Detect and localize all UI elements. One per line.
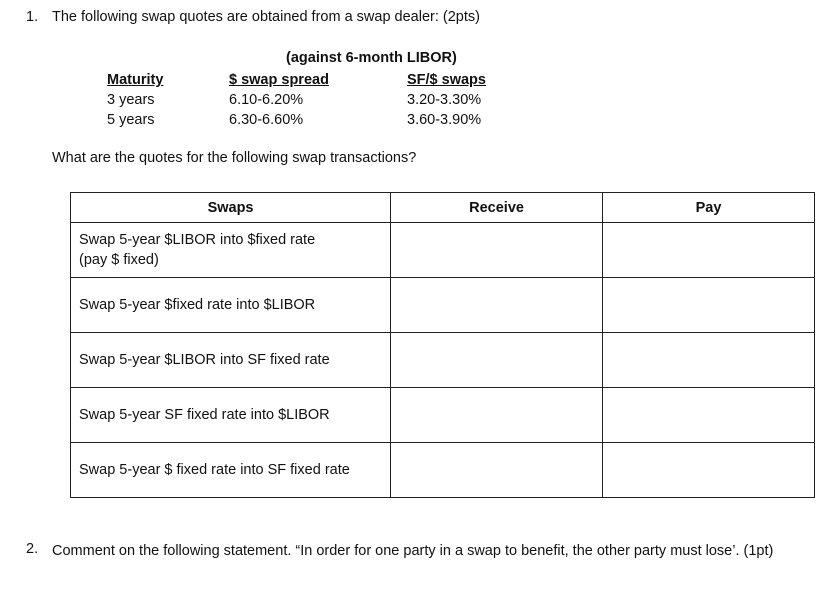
column-value: 3.60-3.90% [407, 112, 482, 128]
swap-description-cell [71, 388, 391, 443]
quote-column-sf-swaps [407, 70, 486, 130]
swap-description-cell [71, 333, 391, 388]
header-swaps: Swaps [71, 193, 391, 223]
column-value: 3 years [107, 92, 155, 108]
receive-answer-cell[interactable] [391, 443, 603, 498]
table-row [71, 333, 815, 388]
swap-description-cell [71, 223, 391, 278]
header-pay: Pay [603, 193, 815, 223]
swap-description-cell [71, 443, 391, 498]
swap-description-line: (pay $ fixed) [79, 252, 159, 268]
question-1-number: 1. [26, 9, 39, 25]
receive-answer-cell[interactable] [391, 333, 603, 388]
swap-description-line: Swap 5-year SF fixed rate into $LIBOR [79, 407, 330, 423]
question-2-number: 2. [26, 541, 39, 557]
column-value: 6.30-6.60% [229, 112, 304, 128]
column-header: $ swap spread [229, 72, 329, 88]
table-header-row [71, 193, 815, 223]
receive-answer-cell[interactable] [391, 388, 603, 443]
quote-column-maturity [107, 70, 163, 130]
table-row [71, 388, 815, 443]
header-receive: Receive [391, 193, 603, 223]
column-value: 3.20-3.30% [407, 92, 482, 108]
column-header: SF/$ swaps [407, 72, 486, 88]
pay-answer-cell[interactable] [603, 333, 815, 388]
table-row [71, 223, 815, 278]
pay-answer-cell[interactable] [603, 278, 815, 333]
swap-description-line: Swap 5-year $fixed rate into $LIBOR [79, 297, 316, 313]
swap-description-line: Swap 5-year $LIBOR into $fixed rate [79, 232, 316, 248]
question-1-text: The following swap quotes are obtained from a swap dealer: (2pts) [52, 9, 480, 25]
swap-description-line: Swap 5-year $LIBOR into SF fixed rate [79, 352, 330, 368]
swap-answer-table [70, 192, 815, 498]
pay-answer-cell[interactable] [603, 388, 815, 443]
table-row [71, 278, 815, 333]
question-1-prompt: What are the quotes for the following swap transactions? [52, 150, 417, 166]
swap-description-line: Swap 5-year $ fixed rate into SF fixed rate [79, 462, 350, 478]
quote-column-swap-spread [229, 70, 329, 130]
pay-answer-cell[interactable] [603, 223, 815, 278]
pay-answer-cell[interactable] [603, 443, 815, 498]
column-header: Maturity [107, 72, 164, 88]
quote-table-heading: (against 6-month LIBOR) [286, 50, 457, 66]
receive-answer-cell[interactable] [391, 223, 603, 278]
swap-description-cell [71, 278, 391, 333]
receive-answer-cell[interactable] [391, 278, 603, 333]
table-row [71, 443, 815, 498]
question-2-text: Comment on the following statement. “In order for one party in a swap to benefit, the other party must lose’. (1pt) [52, 543, 774, 559]
column-value: 5 years [107, 112, 155, 128]
column-value: 6.10-6.20% [229, 92, 304, 108]
